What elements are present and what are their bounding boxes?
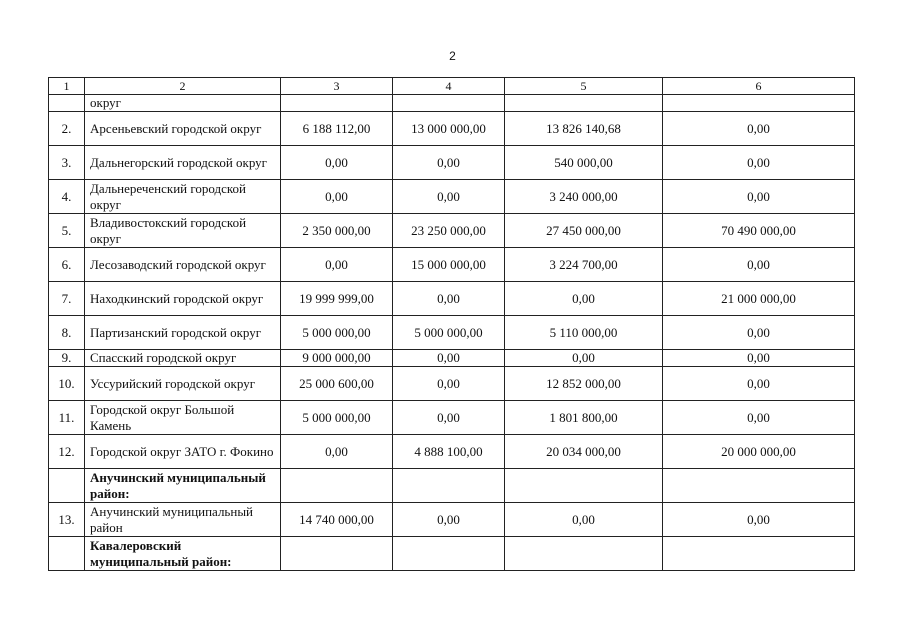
amount-col6: 0,00 [663,401,855,435]
amount-col6: 0,00 [663,350,855,367]
amount-col3: 9 000 000,00 [281,350,393,367]
amount-col4: 15 000 000,00 [393,248,505,282]
amount-col4: 0,00 [393,401,505,435]
amount-col6: 21 000 000,00 [663,282,855,316]
amount-col4 [393,469,505,503]
amount-col6: 0,00 [663,112,855,146]
amount-col5 [505,95,663,112]
amount-col3: 5 000 000,00 [281,401,393,435]
municipality-name: Городской округ Большой Камень [85,401,281,435]
municipality-name: Лесозаводский городской округ [85,248,281,282]
amount-col6: 20 000 000,00 [663,435,855,469]
amount-col3: 0,00 [281,435,393,469]
amount-col5 [505,537,663,571]
amount-col3: 6 188 112,00 [281,112,393,146]
table-row [49,401,855,435]
amount-col5: 13 826 140,68 [505,112,663,146]
amount-col6: 70 490 000,00 [663,214,855,248]
amount-col3: 5 000 000,00 [281,316,393,350]
amount-col4: 0,00 [393,146,505,180]
district-heading: Кавалеровский муниципальный район: [85,537,281,571]
amount-col4 [393,537,505,571]
row-number: 12. [49,435,85,469]
amount-col6: 0,00 [663,367,855,401]
row-number: 9. [49,350,85,367]
funding-table [48,77,855,571]
amount-col4: 0,00 [393,503,505,537]
amount-col3: 0,00 [281,248,393,282]
column-header: 5 [505,78,663,95]
amount-col6: 0,00 [663,316,855,350]
municipality-name: Спасский городской округ [85,350,281,367]
row-number [49,469,85,503]
amount-col4: 0,00 [393,350,505,367]
amount-col3: 0,00 [281,180,393,214]
column-header: 3 [281,78,393,95]
row-number: 2. [49,112,85,146]
municipality-name: Находкинский городской округ [85,282,281,316]
amount-col4: 0,00 [393,282,505,316]
amount-col4: 0,00 [393,367,505,401]
amount-col3: 19 999 999,00 [281,282,393,316]
amount-col5 [505,469,663,503]
amount-col6: 0,00 [663,503,855,537]
row-number: 7. [49,282,85,316]
column-header: 4 [393,78,505,95]
amount-col4: 4 888 100,00 [393,435,505,469]
amount-col3: 2 350 000,00 [281,214,393,248]
municipality-name: округ [85,95,281,112]
amount-col5: 3 240 000,00 [505,180,663,214]
amount-col4: 0,00 [393,180,505,214]
municipality-name: Уссурийский городской округ [85,367,281,401]
amount-col3 [281,537,393,571]
district-heading: Анучинский муниципальный район: [85,469,281,503]
row-number: 3. [49,146,85,180]
amount-col6: 0,00 [663,146,855,180]
row-number: 13. [49,503,85,537]
amount-col6 [663,469,855,503]
amount-col5: 0,00 [505,350,663,367]
table-row [49,248,855,282]
table-row [49,214,855,248]
amount-col6 [663,537,855,571]
column-header: 2 [85,78,281,95]
row-number: 8. [49,316,85,350]
table-row [49,316,855,350]
row-number: 5. [49,214,85,248]
table-row [49,282,855,316]
amount-col3 [281,95,393,112]
row-number: 11. [49,401,85,435]
table-row [49,112,855,146]
amount-col6 [663,95,855,112]
municipality-name: Дальнегорский городской округ [85,146,281,180]
row-number [49,537,85,571]
row-number: 6. [49,248,85,282]
row-number [49,95,85,112]
amount-col3: 25 000 600,00 [281,367,393,401]
row-number: 4. [49,180,85,214]
municipality-name: Анучинский муниципальный район [85,503,281,537]
column-header: 6 [663,78,855,95]
table-row [49,146,855,180]
table-row [49,537,855,571]
table-row [49,503,855,537]
table-row [49,180,855,214]
amount-col3: 14 740 000,00 [281,503,393,537]
amount-col4: 5 000 000,00 [393,316,505,350]
amount-col5: 0,00 [505,282,663,316]
municipality-name: Арсеньевский городской округ [85,112,281,146]
table-row [49,367,855,401]
amount-col5: 12 852 000,00 [505,367,663,401]
table-row [49,350,855,367]
column-header: 1 [49,78,85,95]
amount-col4 [393,95,505,112]
amount-col4: 23 250 000,00 [393,214,505,248]
amount-col5: 20 034 000,00 [505,435,663,469]
amount-col4: 13 000 000,00 [393,112,505,146]
amount-col5: 5 110 000,00 [505,316,663,350]
amount-col3 [281,469,393,503]
municipality-name: Городской округ ЗАТО г. Фокино [85,435,281,469]
municipality-name: Партизанский городской округ [85,316,281,350]
row-number: 10. [49,367,85,401]
table-row [49,435,855,469]
municipality-name: Владивостокский городской округ [85,214,281,248]
amount-col5: 540 000,00 [505,146,663,180]
amount-col3: 0,00 [281,146,393,180]
amount-col5: 1 801 800,00 [505,401,663,435]
amount-col5: 27 450 000,00 [505,214,663,248]
amount-col5: 0,00 [505,503,663,537]
amount-col6: 0,00 [663,248,855,282]
table-row [49,469,855,503]
amount-col5: 3 224 700,00 [505,248,663,282]
table-row [49,95,855,112]
header-row [49,78,855,95]
municipality-name: Дальнереченский городской округ [85,180,281,214]
amount-col6: 0,00 [663,180,855,214]
page-number: 2 [449,49,456,63]
